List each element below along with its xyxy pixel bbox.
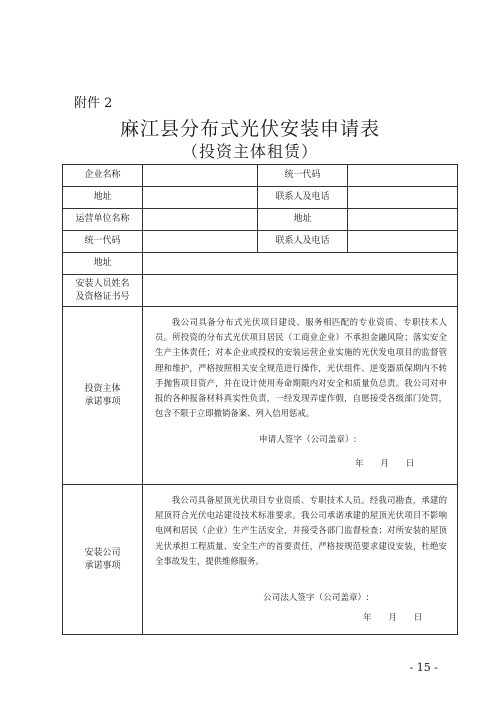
operator-contact-field[interactable] bbox=[348, 231, 458, 253]
installer-company-line2: 承诺事项 bbox=[84, 560, 121, 571]
form-subtitle: （投资主体租赁） bbox=[181, 142, 318, 161]
address-field[interactable] bbox=[143, 187, 258, 209]
row-enterprise bbox=[63, 165, 458, 187]
installer-commitment-content bbox=[143, 485, 458, 635]
investor-year: 年 bbox=[355, 459, 364, 470]
contact-label: 联系人及电话 bbox=[258, 187, 348, 209]
address-label: 地址 bbox=[63, 187, 143, 209]
operator-address-label: 地址 bbox=[258, 209, 348, 231]
investor-signature-label: 申请人签字（公司盖章）: bbox=[259, 435, 357, 446]
installer-commitment-text: 我公司具备屋顶光伏项目专业资质、专职技术人员。经我司勘查，承建的屋顶符合光伏电站建设技术标准要求。我公司承诺承建的屋顶光伏项目不影响电网和居民（企业）生产生活安全，并接受各部门监督检查；对所安装的屋顶光伏承担工程质量、安全生产的首要责任，严格按规范要求建设安装，杜绝安全事故发生，提供维修服务。 bbox=[155, 495, 447, 566]
unified-code-label: 统一代码 bbox=[258, 165, 348, 187]
installer-field[interactable] bbox=[143, 275, 458, 307]
investor-day: 日 bbox=[405, 459, 415, 470]
installer-commitment-label bbox=[63, 485, 143, 635]
installer-company-line1: 安装公司 bbox=[84, 547, 121, 558]
row-installer bbox=[63, 275, 458, 307]
investor-commitment-label bbox=[63, 307, 143, 485]
application-form-table bbox=[62, 164, 458, 635]
row-investor-commitment bbox=[63, 307, 458, 485]
operator-address-field[interactable] bbox=[348, 209, 458, 231]
installer-month: 月 bbox=[388, 613, 397, 624]
row-install-address bbox=[63, 253, 458, 275]
installer-signature-label: 公司法人签字（公司盖章）: bbox=[263, 593, 370, 604]
page-number: - 15 - bbox=[409, 661, 438, 674]
installer-date bbox=[155, 611, 447, 623]
operator-name-field[interactable] bbox=[143, 209, 258, 231]
installer-label-line1: 安装人员姓名 bbox=[75, 278, 130, 289]
row-installer-commitment bbox=[63, 485, 458, 635]
installer-day: 日 bbox=[413, 613, 423, 624]
investor-label-line2: 承诺事项 bbox=[84, 396, 121, 407]
investor-date bbox=[155, 457, 447, 469]
operator-code-label: 统一代码 bbox=[63, 231, 143, 253]
form-title: 麻江县分布式光伏安装申请表 bbox=[119, 118, 380, 140]
investor-commitment-text: 我公司具备分布式光伏项目建设、服务相匹配的专业资质、专职技术人员。所投资的分布式光伏项目居民（工商业企业）不承担金融风险；落实安全生产主体责任；对本企业或授权的安装运营企业实施的光伏发电项目的监督管理和维护，严格按照相关安全规范进行操作，光伏组件、逆变器质保期内不转手抛售项目资产，并在设计使用寿命期限内对安全和质量负总责。我公司对申报的各种报备材料真实性负责，一经发现弄虚作假，自愿接受各级部门处罚，包含不限于立即撤销备案、列入信用惩戒。 bbox=[155, 317, 447, 419]
installer-year: 年 bbox=[363, 613, 372, 624]
attachment-label: 附件 2 bbox=[74, 96, 113, 111]
installer-label-line2: 及资格证书号 bbox=[75, 291, 130, 302]
contact-field[interactable] bbox=[348, 187, 458, 209]
install-address-label: 地址 bbox=[63, 253, 143, 275]
investor-month: 月 bbox=[380, 459, 389, 470]
row-operator bbox=[63, 209, 458, 231]
operator-code-field[interactable] bbox=[143, 231, 258, 253]
operator-contact-label: 联系人及电话 bbox=[258, 231, 348, 253]
installer-label bbox=[63, 275, 143, 307]
row-address bbox=[63, 187, 458, 209]
investor-label-line1: 投资主体 bbox=[84, 383, 121, 394]
enterprise-name-field[interactable] bbox=[143, 165, 258, 187]
install-address-field[interactable] bbox=[143, 253, 458, 275]
investor-commitment-content bbox=[143, 307, 458, 485]
row-operator-code bbox=[63, 231, 458, 253]
unified-code-field[interactable] bbox=[348, 165, 458, 187]
enterprise-name-label: 企业名称 bbox=[63, 165, 143, 187]
operator-name-label: 运营单位名称 bbox=[63, 209, 143, 231]
